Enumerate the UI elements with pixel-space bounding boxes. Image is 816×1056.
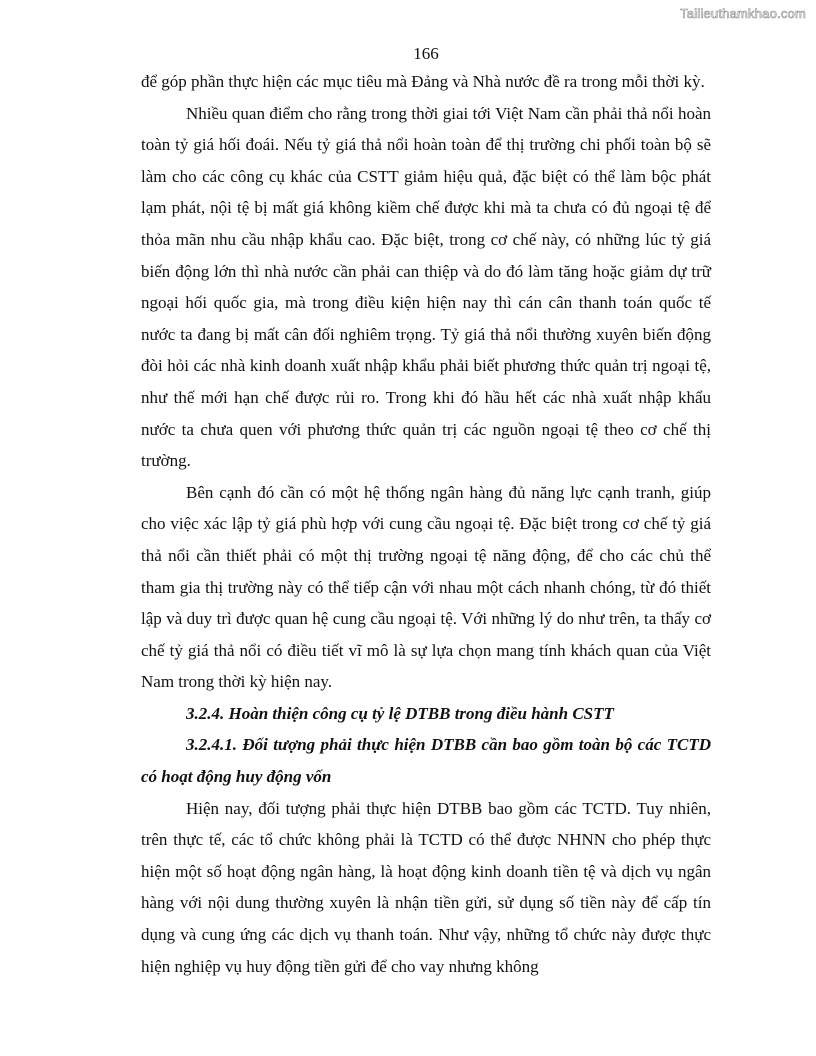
paragraph-continuation: để góp phần thực hiện các mục tiêu mà Đảng và Nhà nước đề ra trong mỗi thời kỳ. <box>141 72 705 91</box>
paragraph-banking-system: Bên cạnh đó cần có một hệ thống ngân hàng đủ năng lực cạnh tranh, giúp cho việc xác lập tỷ giá phù hợp với cung cầu ngoại tệ. Đặc biệt trong cơ chế tỷ giá thả nổi cần thiết phải có một thị trường ngoại tệ năng động, để cho các chủ thể tham gia thị trường này có thể tiếp cận với nhau một cách nhanh chóng, từ đó thiết lập và duy trì được quan hệ cung cầu ngoại tệ. Với những lý do như trên, ta thấy cơ chế tỷ giá thả nổi có điều tiết vĩ mô là sự lựa chọn mang tính khách quan của Việt Nam trong thời kỳ hiện nay. <box>141 482 711 692</box>
paragraph-reserve-requirement-subjects: Hiện nay, đối tượng phải thực hiện DTBB bao gồm các TCTD. Tuy nhiên, trên thực tế, các tổ chức không phải là TCTD có thể được NHNN cho phép thực hiện một số hoạt động ngân hàng, là hoạt động kinh doanh tiền tệ và dịch vụ ngân hàng với nội dung thường xuyên là nhận tiền gửi, sử dụng số tiền này để cấp tín dụng và cung ứng các dịch vụ thanh toán. Như vậy, những tổ chức này được thực hiện nghiệp vụ huy động tiền gửi để cho vay nhưng không <box>141 798 711 976</box>
subsection-heading-3-2-4-1: 3.2.4.1. Đối tượng phải thực hiện DTBB cần bao gồm toàn bộ các TCTD có hoạt động huy động vốn <box>141 735 711 787</box>
document-body <box>141 66 711 982</box>
section-heading-3-2-4: 3.2.4. Hoàn thiện công cụ tỷ lệ DTBB trong điều hành CSTT <box>186 703 614 723</box>
watermark-text: Tailieuthamkhao.com <box>680 6 806 21</box>
paragraph-exchange-rate-float: Nhiều quan điểm cho rằng trong thời giai tới Việt Nam cần phải thả nổi hoàn toàn tỷ giá hối đoái. Nếu tỷ giá thả nổi hoàn toàn để thị trường chi phối toàn bộ sẽ làm cho các công cụ khác của CSTT giảm hiệu quả, đặc biệt có thể làm bộc phát lạm phát, nội tệ bị mất giá không kiềm chế được khi mà ta chưa có đủ ngoại tệ để thỏa mãn nhu cầu nhập khẩu cao. Đặc biệt, trong cơ chế này, có những lúc tỷ giá biến động lớn thì nhà nước cần phải can thiệp và do đó làm tăng hoặc giảm dự trữ ngoại hối quốc gia, mà trong điều kiện hiện nay thì cán cân thanh toán quốc tế nước ta đang bị mất cân đối nghiêm trọng. Tỷ giá thả nổi thường xuyên biến động đòi hỏi các nhà kinh doanh xuất nhập khẩu phải biết phương thức quản trị ngoại tệ, như thế mới hạn chế được rủi ro. Trong khi đó hầu hết các nhà xuất nhập khẩu nước ta chưa quen với phương thức quản trị các nguồn ngoại tệ theo cơ chế thị trường. <box>141 103 711 471</box>
page-number: 166 <box>413 44 439 63</box>
